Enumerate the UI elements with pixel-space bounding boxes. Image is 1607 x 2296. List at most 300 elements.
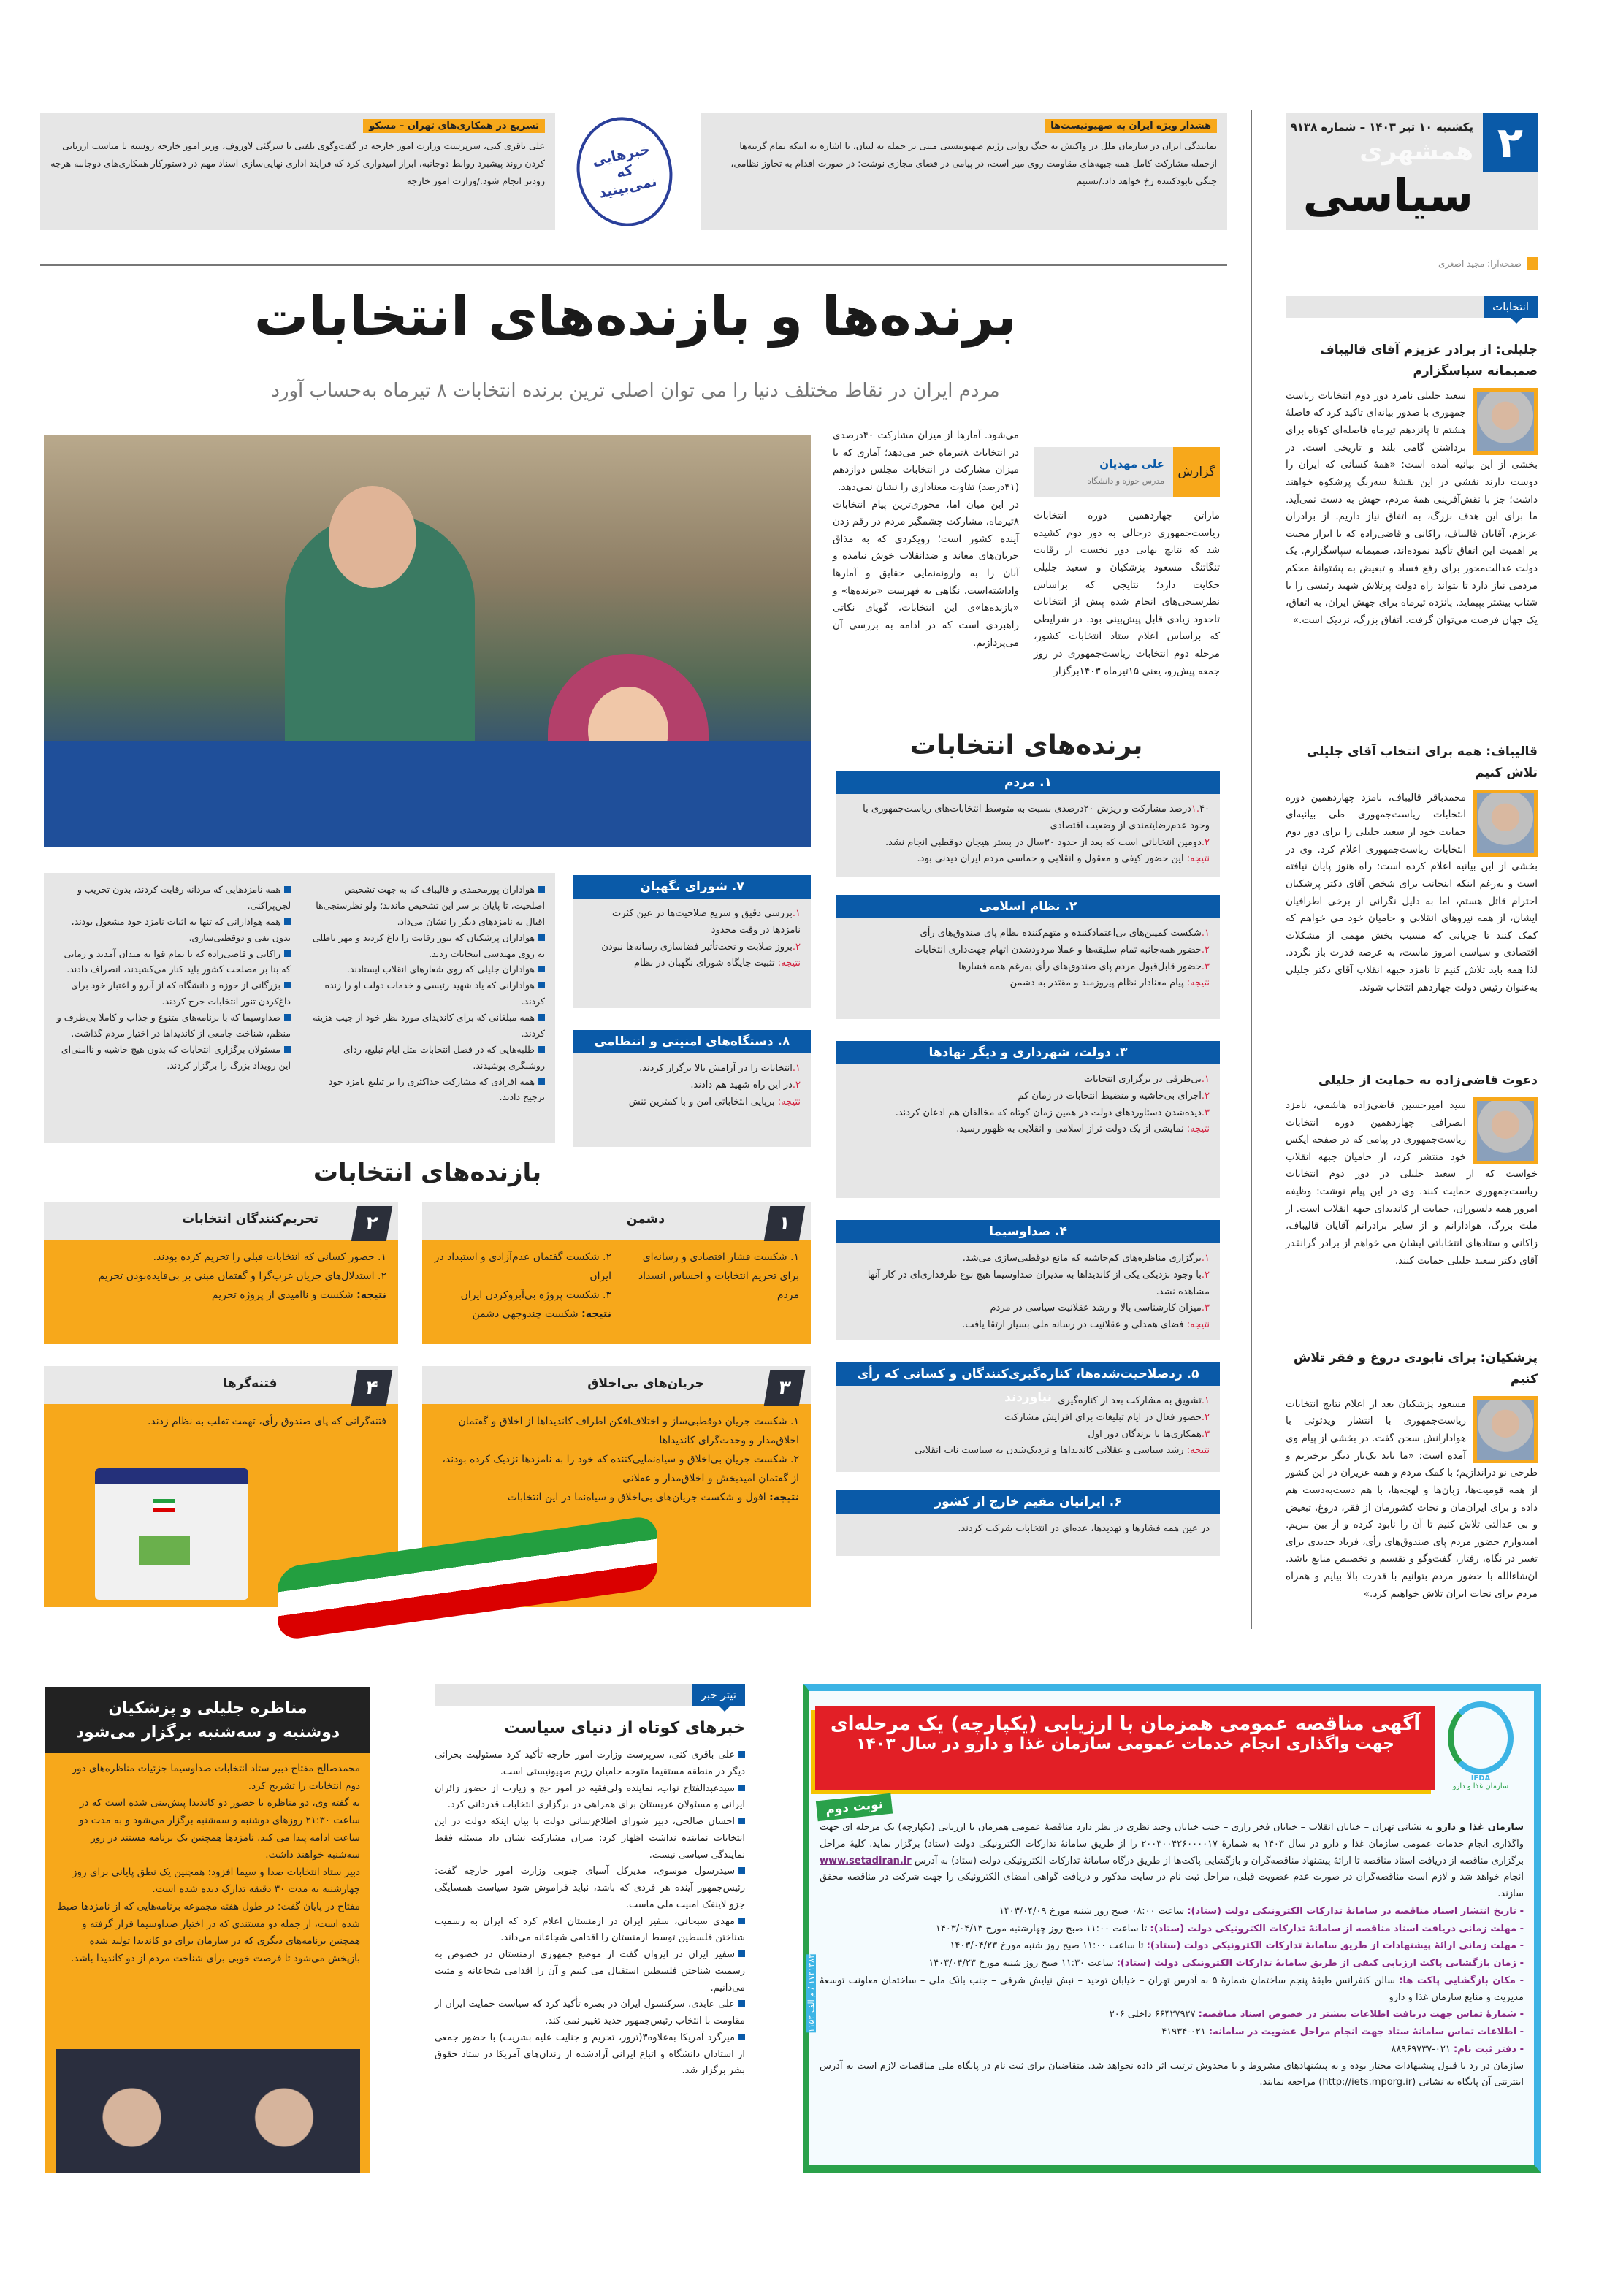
ad-item-label: - شمارهٔ تماس جهت دریافت اطلاعات بیشتر در خصوص اسناد مناقصه: [1198, 2009, 1524, 2021]
result-text: پیام معنادار نظام پیروزمند و مقتدر به دشمن [1009, 977, 1184, 989]
winner-item [847, 801, 1210, 835]
loser-title: دشمن [626, 1212, 665, 1227]
winner-title: ۵. ردصلاحیت‌شده‌ها، کناره‌گیری‌کنندگان و کسانی که رأی نیاوردند [836, 1362, 1220, 1386]
loser-item: ۱. شکست فشار اقتصادی و رسانه‌ای برای تحریم انتخابات و احساس انسداد مردم [638, 1251, 799, 1301]
bullet-icon [538, 934, 545, 941]
winner-body [573, 899, 811, 1008]
news-source: تسنیم [1076, 175, 1099, 186]
item-number: ۱. [792, 1063, 801, 1074]
winner-item [584, 906, 801, 939]
ad-intro: انجام خواهد شد و لازم است مناقصه‌گران در صورت عدم عضویت قبلی، مراحل ثبت نام در سایت مذکور و دریافت گواهی امضای الکترونیکی را جهت شرکت در مناقصه محقق سازند. [820, 1872, 1524, 1899]
result-text: نمایشی از یک دولت تراز اسلامی و انقلابی به ظهور رسید. [956, 1124, 1184, 1135]
loser-title: جریان‌های بی‌اخلاق [587, 1376, 704, 1391]
result-text: شکست و ناامیدی از پروژه تحریم [211, 1289, 354, 1301]
supporters-list [44, 873, 555, 1143]
winner-item [847, 1427, 1210, 1443]
story-body: سعید جلیلی نامزد دور دوم انتخابات ریاست جمهوری با صدور بیانه‌ای تاکید کرد که فاصلهٔ هشتم تا پانزدهم تیرماه فاصله‌ای کوتاه برای برداشتن گامی بلند و تاریخی است. در بخشی از این بیانیه آمده است: «همهٔ کسانی که ایران را دوست دارند نقشی در این نقشهٔ سه‌رنگ پرشکوه خواهند داشت؛ جز با نقش‌آفرینی همهٔ مردم، جهش به دست نمی‌آید. ما برای این هدف بزرگ، به اتفاق نیاز داریم. از برادران عزیزم، آقایان قالیباف، زاکانی و قاضی‌زاده که با ابراز محبت بر اهمیت این اتفاق تأکید نموده‌اند، صمیمانه سپاسگزارم. یک دولت عدالت‌محور برای رفع فساد و تبعیض به پشتوانهٔ محکم مردمی نیاز دارد تا بتواند راه دولت پرتلاش شهید رئیسی را با شتاب بیشتر بپیماید. پانزده تیرماه برای جهش ایران، به اتفاق، یک جهان فرصت می‌توان گرفت. اتفاق بزرگ، نزدیک است.» [1286, 389, 1538, 626]
news-item [435, 1996, 745, 2030]
logo-caption: سازمان غذا و دارو [1452, 1782, 1509, 1790]
story-body: مسعود پزشکیان بعد از اعلام نتایج انتخابات ریاست‌جمهوری با انتشار ویدئوئی با هوادارانش سخن گفت. در بخشی از پیام وی آمده است: «ما باید یک‌بار دیگر برخیزیم و طرحی نو دراندازیم؛ با کمک مردم و همه عزیزان در این کشور از همه قومیت‌ها، زبان‌ها و لهجه‌ها، با هم دست‌به‌دست هم داده و برای ایران‌مان و نجات کشورمان از فقر، دروغ، تبعیض و بی عدالتی تلاش کنیم تا آن را نابود کرده و از بین ببریم. امیدوارم حضور مردم پای صندوق‌های رأی، فریاد جدیدی برای تغییر در نگاه، رفتار، گفت‌وگو و تقسیم و تخصیص منابع باشد. ان‌شاءالله با حضور مردم بتوانیم با قدرت بالا بیایم و همراه مردم برای نجات ایران تلاش خواهیم کرد.» [1286, 1397, 1538, 1600]
bullet-icon [538, 1046, 545, 1053]
item-text: تشویق به مشارکت بعد از کناره‌گیری [1058, 1395, 1202, 1406]
loser-item: فتنه‌گرانی که پای صندوق رأی، تهمت تقلب به نظام زدند. [147, 1416, 386, 1427]
winner-item [847, 1088, 1210, 1105]
item-number: ۲. [792, 1079, 801, 1091]
sidebar-story [1286, 340, 1538, 630]
item-number: ۳. [1201, 1428, 1210, 1440]
result-label: نتیجه: [1186, 977, 1210, 989]
ad-code: ۱۷۲۱۳۸۳ / م الف ۱۱۵۲ [806, 1954, 816, 2033]
bullet-icon [738, 2000, 745, 2007]
winners-heading: برنده‌های انتخابات [909, 731, 1143, 760]
loser-item: ۲. شکست گفتمان عدم‌آزادی و استبداد در ایران [434, 1251, 611, 1282]
result-label: نتیجه: [777, 958, 801, 969]
bullet-icon [284, 1046, 291, 1053]
news-item [435, 1781, 745, 1815]
winner-body [573, 1053, 811, 1147]
story-body: سید امیرحسین قاضی‌زاده هاشمی، نامزد انصرافی چهاردهمین دوره انتخابات ریاست‌جمهوری در پیامی که در صفحه ایکس خود منتشر کرد، از حامیان جبهه انقلاب خواست که از سعید جلیلی در دور دوم انتخابات ریاست‌جمهوری حمایت کنند. وی در این پیام نوشت: وظیفه امروز همه دلسوزان، حمایت از کاندیدای جبهه انقلاب است. از ملت بزرگ، هوادارانم و از سایر برادرانم آقایان قالیباف، زاکانی و ستادهای انتخاباتی ایشان می خواهم از برادر گرانقدر آقای دکتر سعید جلیلی حمایت کنند. [1286, 1099, 1538, 1267]
winner-body [836, 1064, 1220, 1198]
item-text: اجرای بی‌حاشیه و منضبط انتخابات در زمان کم [1018, 1090, 1202, 1102]
winner-item [847, 835, 1210, 852]
loser-number: ۱ [764, 1206, 805, 1241]
winner-title: ۱. مردم [836, 771, 1220, 794]
loser-header [422, 1366, 811, 1404]
news-title: تسریع در همکاری‌های تهران – مسکو [363, 119, 545, 133]
ad-item [820, 2007, 1524, 2024]
section-tag-label: تیتر خبر [692, 1684, 745, 1706]
debate-paragraph: محمدصالح مفتاح دبیر ستاد انتخابات صداوسیما جزئیات مناظره‌های دور دوم انتخابات را تشریح کرد. [72, 1763, 360, 1792]
portrait-photo [1473, 790, 1538, 857]
article-column [833, 427, 1019, 652]
bullet-icon [738, 1867, 745, 1874]
bullet-icon [738, 2034, 745, 2040]
winner-result [847, 1121, 1210, 1138]
winner-title: ۲. نظام اسلامی [836, 895, 1220, 918]
loser-box [422, 1202, 811, 1344]
column-divider [1251, 110, 1252, 1629]
layout-credit-text: صفحه‌آرا: مجید اصغری [1438, 259, 1522, 269]
winner-item [847, 1267, 1210, 1301]
item-text: ۴۰درصد مشارکت و ریزش ۲۰درصدی نسبت به متوسط انتخابات‌های ریاست‌جمهوری با وجود عدم‌رضایتمندی از وضعیت اقتصادی [863, 804, 1210, 831]
debate-paragraph: مفتاح در پایان گفت: در طول هفته مجموعه برنامه‌هایی که از نامزدها ضبط شده است، از جمله دو مستندی که در اختیار صداوسیما قرار گرفته و همچنین برنامه‌های دیگری که در سازمان برای دو کاندیدا تولید شده بازپخش می‌شود تا فرصت خوبی برای شناخت مردم از دو کاندیدا باشد. [57, 1901, 360, 1964]
bullet-icon [738, 1918, 745, 1924]
winner-box [836, 1041, 1220, 1198]
bullet-icon [538, 1014, 545, 1021]
supporter-text: هوادارانی که یاد شهید رئیسی و خدمات دولت او را زنده کردند. [324, 980, 545, 1007]
ifda-logo [1440, 1701, 1521, 1804]
result-text: تثبیت جایگاه شورای نگهبان در نظام [634, 958, 775, 969]
item-text: بروز صلابت و تحت‌تأثیر فضاسازی رسانه‌ها نبودن [601, 941, 793, 953]
item-number: ۲. [1201, 836, 1210, 848]
article-column: ماراتن چهاردهمین دوره انتخابات ریاست‌جمهوری درحالی به دور دوم کشیده شد که نتایج نهایی دور نخست از رقابت تنگاتنگ مسعود پزشکیان و سعید جلیلی حکایت دارد؛ نتایجی که براساس نظرسنجی‌های انجام شده پیش از انتخابات تاحدود زیادی قابل پیش‌بینی بود. در شرایطی که براساس اعلام ستاد انتخابات کشور، مرحله دوم انتخابات ریاست‌جمهوری در روز جمعه پیش‌رو، یعنی ۱۵تیرماه ۱۴۰۳برگزار [1034, 510, 1220, 677]
supporter-item [308, 882, 545, 930]
supporter-item [54, 914, 291, 946]
ad-title-line: آگهی مناقصه عمومی همزمان با ارزیابی (یکپارچه) یک مرحله‌ای [830, 1713, 1421, 1735]
supporter-text: هواداران پورمحمدی و قالیباف که به جهت تشخیص اصلحیت، تا پایان بر سر این تشخیص ماندند؛ ولو نظرسنجی‌ها اقبال به نامزدهای دیگر را نشان می‌داد. [316, 884, 545, 927]
supporter-item [54, 946, 291, 978]
item-number: ۲. [1201, 944, 1210, 956]
item-text: در این راه شهید هم دادند. [690, 1079, 793, 1091]
portrait-photo [1473, 1097, 1538, 1164]
loser-number: ۴ [351, 1370, 392, 1406]
sidebar-story [1286, 741, 1538, 996]
marker-icon [1527, 257, 1538, 270]
winner-result [584, 956, 801, 972]
news-text: علی عابدی، سرکنسول ایران در بصره تأکید کرد که سیاست حمایت ایران از مقاومت با انتخاب رئیس‌جمهور جدید تغییر نمی کند. [435, 1999, 745, 2026]
news-text: سفیر ایران در ایروان گفت از موضع جمهوری ارمنستان در خصوص به رسمیت شناختن فلسطین استقبال می کنیم و آن را اقدامی شجاعانه و مثبت می‌دانیم. [435, 1949, 745, 1994]
ad-item-label: - مکان بازگشایی پاکت ها: [1399, 1975, 1524, 1986]
supporter-item [308, 1010, 545, 1042]
section-tag [1286, 296, 1538, 318]
winner-title: ۳. دولت، شهرداری و دیگر نهادها [836, 1041, 1220, 1064]
item-text: دیده‌شدن دستاوردهای دولت در همین زمان کوتاه که مخالفان هم اذعان کردند. [895, 1107, 1202, 1118]
ad-item-value: تا ساعت ۱۱:۰۰ صبح روز شنبه مورخ ۱۴۰۳/۰۴/۲۳ [950, 1940, 1144, 1952]
winner-title: ۷. شورای نگهبان [573, 875, 811, 899]
result-text: برپایی انتخاباتی امن و با کمترین تنش [628, 1096, 775, 1107]
winner-result [847, 1443, 1210, 1460]
winner-result [847, 975, 1210, 992]
winner-result [847, 851, 1210, 868]
item-text: حضور همه‌جانبه تمام سلیقه‌ها و عملا مردودشدن اتهام جهت‌داری انتخابات [914, 944, 1202, 956]
bullet-icon [738, 1818, 745, 1824]
ad-item [820, 1921, 1524, 1938]
section-tag-label: انتخابات [1484, 296, 1538, 318]
item-text: حضور قابل‌قبول مردم پای صندوق‌های رأی به‌رغم همه فشارها [958, 961, 1202, 972]
winner-item [584, 939, 801, 956]
section-tag [435, 1684, 745, 1706]
ballot-box-image [95, 1468, 248, 1600]
bullet-icon [538, 982, 545, 988]
ad-footer: سازمان در رد یا قبول پیشنهادات مختار بوده و به پیشنهادهای مشروط و یا مخدوش ترتیب اثر داده نخواهد شد. متقاضیان برای ثبت نام در پایگاه ملی مناقصات لازم است به آدرس اینترنتی آن پایگاه به نشانی (http://iets.mporg.ir) مراجعه نمایند. [820, 2060, 1524, 2089]
loser-number: ۳ [764, 1370, 805, 1406]
winner-title: ۶. ایرانیان مقیم خارج از کشور [836, 1490, 1220, 1514]
item-number: ۱. [1201, 1253, 1210, 1264]
result-label: نتیجه: [356, 1289, 386, 1301]
loser-title: تحریم‌کنندگان انتخابات [182, 1212, 318, 1227]
section-title: سیاسی [1302, 169, 1473, 222]
supporter-item [54, 977, 291, 1010]
loser-item: ۲. شکست جریان بی‌اخلاق و سیاه‌نمایی‌کننده که خود را به نامزدها نزدیک کرده بودند، از گفتمان امیدبخش و اخلاق‌مدار و عقلانی [442, 1453, 799, 1484]
winner-item [847, 1072, 1210, 1088]
loser-title: فتنه‌گرها [223, 1376, 278, 1391]
sidebar-story [1286, 1348, 1538, 1603]
supporter-item [308, 930, 545, 962]
loser-item: ۱. شکست جریان دوقطبی‌ساز و اختلاف‌افکن اطراف کاندیداها از اخلاق و گفتمان اخلاق‌مدار و وحدت‌گرای کاندیداها [458, 1416, 799, 1446]
debate-paragraph: به گفته وی، دو مناظره با حضور دو کاندیدا پیش‌بینی شده است که در ساعت ۲۱:۳۰ روزهای دوشنبه و سه‌شنبه برگزار می‌شود و به مدت دو ساعت ادامه پیدا می کند. نامزدها همچنین یک برنامه مستند در روز سه‌شنبه خواهند داشت. [78, 1797, 360, 1861]
loser-header [44, 1366, 398, 1404]
item-number: ۳. [1201, 961, 1210, 972]
supporter-text: بزرگانی از حوزه و دانشگاه که از آبرو و اعتبار خود برای داغ‌کردن تنور انتخابات خرج کردند. [71, 980, 291, 1007]
supporter-text: همه افرادی که مشارکت حداکثری را بر تبلیغ نامزد خود ترجیح دادند. [328, 1075, 545, 1103]
article-paragraph: در این میان اما، محوری‌ترین پیام انتخابات ۸تیرماه، مشارکت چشمگیر مردم در رقم زدن آینده کشور است؛ رویکردی که به مذاق جریان‌های معاند و ضدانقلاب خوش نیامده و آنان را به وارونه‌نمایی حقایق و آمارها واداشته‌است. نگاهی به فهرست «برنده‌ها» و «بازنده‌ها»ی این انتخابات، گویای نکاتی راهبردی است که در ادامه به بررسی آن می‌پردازیم. [833, 498, 1019, 649]
supporter-item [308, 961, 545, 977]
candidates-photo [56, 2049, 360, 2173]
ad-item-value: ۶۶۴۲۷۹۲۷ داخلی ۲۰۶ [1109, 2009, 1196, 2021]
item-text: میزان کارشناسی بالا و رشد عقلانیت سیاسی در مردم [990, 1303, 1202, 1314]
debate-headline: مناظره جلیلی و پزشکیان [108, 1699, 308, 1717]
supporter-text: زاکانی و قاضی‌زاده که با تمام قوا به میدان آمدند و زمانی که بنا بر مصلحت کشور باید کنار می‌کشیدند، انصراف دادند. [64, 947, 291, 975]
loser-box [44, 1202, 398, 1344]
news-body: علی باقری کنی، سرپرست وزارت امور خارجه در گفت‌وگوی تلفنی با سرگئی لاوروف، وزیر امور خارجه روسیه با مناسب ارزیابی کردن روند پیشبرد روابط دوجانبه، ابراز امیدواری کرد که فرایند اداری نهایی‌سازی اسناد مهم در دستورکار همکاری‌های دوجانبه هرچه زودتر انجام شود. [50, 140, 545, 186]
news-title: هشدار ویژه ایران به صهیونیست‌ها [1045, 119, 1217, 133]
top-news-right: هشدار ویژه ایران به صهیونیست‌ها نمایندگی ایران در سازمان ملل در واکنش به جنگ روانی رژیم صهیونیستی مبنی بر حمله به لبنان، با اشاره به اینکه تمام گزینه‌ها ازجمله مشارکت کامل همه جبهه‌های مقاومت روی میز است، در پیامی در فضای مجازی نوشت: در صورت اقدام به تجاوز نظامی، جنگی نابودکننده رخ خواهد داد./تسنیم [701, 113, 1227, 230]
winner-result [584, 1094, 801, 1111]
ad-item [820, 2042, 1524, 2059]
ad-item-value: ۰۲۱-۴۱۹۳۴ [1161, 2026, 1206, 2037]
winner-box [836, 895, 1220, 1019]
item-number: ۲. [1201, 1411, 1210, 1423]
main-subtitle: مردم ایران در نقاط مختلف دنیا را می توان اصلی ترین برنده انتخابات ۸ تیرماه به‌حساب آورد [271, 380, 1000, 402]
loser-body [422, 1240, 811, 1333]
winner-body [836, 1243, 1220, 1340]
ad-item-label: - زمان بازگشایی پاکت ارزیابی کیفی از طریق سامانهٔ تدارکات الکترونیکی دولت (ستاد): [1116, 1958, 1524, 1969]
result-label: نتیجه: [1186, 853, 1210, 865]
news-text: مهدی سبحانی، سفیر ایران در ارمنستان اعلام کرد که ایران به رسمیت شناختن فلسطین توسط ارمنستان را اقدامی شجاعانه می‌داند. [435, 1915, 745, 1944]
winner-item [847, 1300, 1210, 1317]
result-text: شکست چندوجهی دشمن [472, 1308, 579, 1320]
winner-item [847, 1251, 1210, 1267]
item-number: ۱. [1201, 1074, 1210, 1085]
item-text: در عین همه فشارها و تهدیدها، عده‌ای در انتخابات شرکت کردند. [958, 1523, 1210, 1534]
item-text: حضور فعال در ایام تبلیغات برای افزایش مشارکت [1004, 1411, 1202, 1423]
winner-box [573, 875, 811, 1008]
loser-body [44, 1240, 398, 1314]
loser-body [422, 1404, 811, 1516]
story-headline: دعوت قاضی‌زاده به حمایت از جلیلی [1318, 1073, 1538, 1088]
byline [1034, 447, 1220, 497]
news-text: احسان صالحی، دبیر شورای اطلاع‌رسانی دولت با بیان اینکه دولت در این انتخابات نماینده نداشت اظهار کرد: میزان مشارکت نشان داد مسئله فقط نمایندگی سیاسی نیست. [435, 1816, 745, 1861]
debate-headline: دوشنبه و سه‌شنبه برگزار می‌شود [75, 1723, 340, 1742]
news-text: علی باقری کنی، سرپرست وزارت امور خارجه تأکید کرد مسئولیت بحرانی دیگر در منطقه مستقیما متوجه حامیان رژیم صهیونیستی است. [435, 1750, 745, 1777]
supporter-text: هواداران جلیلی که روی شعارهای انقلاب ایستادند. [346, 964, 535, 975]
bullet-icon [538, 886, 545, 893]
bullet-icon [284, 886, 291, 893]
loser-item: ۲. استدلال‌های جریان غرب‌گرا و گفتمان مبنی بر بی‌فایده‌بودن تحریم [98, 1270, 386, 1282]
supporter-item [54, 882, 291, 914]
item-text: بررسی دقیق و سریع صلاحیت‌ها در عین کثرت نامزدها در وقت محدود [612, 908, 801, 936]
ad-item-value: تا ساعت ۱۱:۰۰ صبح روز چهارشنبه مورخ ۱۴۰۳/۰۴/۱۳ [935, 1923, 1148, 1934]
winner-box [836, 1220, 1220, 1340]
ad-badge: نوبت دوم [816, 1793, 893, 1822]
ad-item-value: ساعت ۰۸:۰۰ صبح روز شنبه مورخ ۱۴۰۳/۰۴/۰۹ [999, 1905, 1185, 1917]
supporter-item [54, 1042, 291, 1074]
setadiran-link[interactable]: www.setadiran.ir [820, 1855, 912, 1866]
bullet-icon [284, 950, 291, 957]
bullet-icon [538, 966, 545, 972]
news-item [435, 1747, 745, 1781]
portrait-photo [1473, 388, 1538, 455]
sidebar-story [1286, 1070, 1538, 1270]
loser-header [44, 1202, 398, 1240]
layout-credit [1286, 257, 1538, 270]
sidebar [1286, 296, 1538, 1600]
result-label: نتیجه: [581, 1308, 611, 1320]
supporter-text: طلبه‌هایی که در فصل انتخابات مثل ایام تبلیغ، ردای روشنگری پوشیدند. [343, 1043, 545, 1071]
item-number: ۱. [1201, 928, 1210, 939]
ad-item-label: - تاریخ انتشار اسناد مناقصه در سامانهٔ تدارکات الکترونیکی دولت (ستاد): [1187, 1905, 1524, 1917]
ad-item [820, 1938, 1524, 1955]
ad-item [820, 1973, 1524, 2007]
loser-header [422, 1202, 811, 1240]
winner-box [836, 1362, 1220, 1472]
winner-title: ۴. صداوسیما [836, 1220, 1220, 1243]
bullet-icon [284, 1014, 291, 1021]
news-text: سیدرسول موسوی، مدیرکل آسیای جنوبی وزارت امور خارجه گفت: رئیس‌جمهور آینده هر فردی که باشد، نباید فراموش شود سیاست همسایگی جزو لاینفک امنیت ملی ماست. [435, 1866, 745, 1910]
item-text: انتخابات را در آرامش بالا برگزار کردند. [639, 1063, 793, 1074]
item-text: همکاری‌ها با برندگان دور اول [1088, 1428, 1202, 1440]
main-headline: برنده‌ها و بازنده‌های انتخابات [253, 285, 1018, 348]
ad-item-value: ۰۲۱-۸۸۹۶۹۷۳۷ [1391, 2043, 1451, 2055]
debate-box [45, 1687, 370, 2173]
bullet-icon [738, 1785, 745, 1791]
story-body: محمدباقر قالیباف، نامزد چهاردهمین دوره انتخابات ریاست‌جمهوری طی بیانیه‌ای حمایت خود از سعید جلیلی را برای دور دوم انتخابات ریاست‌جمهوری اعلام کرد. وی در بخشی از این بیانیه اعلام کرده است: راه هنوز پایان نیافته است و به‌رغم اینکه اینجانب برای شخص آقای دکتر پزشکیان احترام قائل هستم، اما به دلیل نگرانی از برخی اطرافیان ایشان، از همه نیروهای انقلابی و حامیان خود می خواهم که کمک کنند تا جریانی که مسبب بخش مهمی از مشکلات اقتصادی و سیاسی امروز ماست، به عرصه قدرت باز نگردد. لذا همه باید تلاش کنیم تا نامزد جبهه انقلاب آقای دکتر جلیلی به‌عنوان رئیس دولت چهاردهم انتخاب شوند. [1286, 791, 1538, 993]
winner-item [847, 959, 1210, 976]
result-label: نتیجه: [1186, 1124, 1210, 1135]
item-number: ۱. [1201, 1395, 1210, 1406]
item-number: ۱. [792, 908, 801, 919]
news-item [435, 2030, 745, 2080]
result-text: رشد سیاسی و عقلانی کاندیداها و نزدیک‌شدن به سیاست ناب انقلابی [915, 1445, 1184, 1457]
bullet-icon [538, 1078, 545, 1085]
winner-item [847, 1521, 1210, 1538]
article-paragraph: می‌شود. آمارها از میزان مشارکت ۴۰درصدی در انتخابات ۸تیرماه خبر می‌دهد؛ آماری که با میزان مشارکت در انتخابات مجلس دوازدهم (۴۱درصد) تفاوت معناداری را نشان نمی‌دهد. [833, 430, 1019, 493]
issue-date: یکشنبه ۱۰ تیر ۱۴۰۳ – شماره ۹۱۳۸ [1290, 121, 1473, 134]
winner-result [847, 1317, 1210, 1334]
item-text: بی‌طرفی در برگزاری انتخابات [1083, 1074, 1202, 1085]
supporter-text: همه مبلغانی که برای کاندیدای مورد نظر خود از جیب هزینه کردند. [313, 1012, 545, 1039]
ad-item [820, 2024, 1524, 2041]
ad-title [815, 1706, 1435, 1790]
winner-box [573, 1030, 811, 1147]
supporter-item [308, 1042, 545, 1074]
news-item [435, 1914, 745, 1948]
winner-item [847, 926, 1210, 942]
short-news [435, 1684, 745, 2080]
loser-result [434, 1489, 799, 1508]
bullet-icon [738, 1950, 745, 1957]
news-text: سیدعبدالفتاح نواب، نماینده ولی‌فقیه در امور حج و زیارت از حضور زائران ایرانی و مسئولان عربستان برای همراهی در برگزاری انتخابات قدردانی کرد. [435, 1782, 745, 1811]
logo-abbr: IFDA [1470, 1774, 1491, 1782]
debate-paragraph: دبیر ستاد انتخابات صدا و سیما افزود: همچنین یک نطق پایانی برای روز چهارشنبه به مدت ۳۰ دقیقه تدارک دیده شده است. [72, 1866, 360, 1896]
ad-item-label: - دفتر ثبت نام: [1454, 2043, 1524, 2055]
winner-body [836, 918, 1220, 1019]
short-news-headline: خبرهای کوتاه از دنیای سیاست [504, 1719, 745, 1737]
ad-item [820, 1956, 1524, 1972]
author-name: علی مهدیان [1099, 457, 1164, 470]
portrait-photo [1473, 1396, 1538, 1463]
supporter-text: همه هوادارانی که تنها به اثبات نامزد خود مشغول بودند، بدون نفی و دوقطبی‌سازی. [71, 915, 291, 943]
newspaper-logo: همشهری [1359, 137, 1473, 166]
supporter-item [308, 1074, 545, 1106]
ad-org: سازمان غذا و دارو [1436, 1822, 1524, 1833]
news-source: وزارت امور خارجه [406, 175, 477, 186]
item-text: شکست کمپین‌های بی‌اعتمادکننده و متهم‌کننده نظام پای صندوق‌های رأی [920, 928, 1202, 939]
ad-intro: به نشانی تهران – خیابان انقلاب – خیابان فخر رازی – جنب خیابان وحید نظری در نظر دارد مناقصهٔ عمومی همزمان با ارزیابی (یکپارچه) یک مرحله ای جهت واگذاری انجام خدمات عمومی سازمان غذا و دارو در سال ۱۴۰۳ به شمارهٔ ۲۰۰۳۰۰۴۲۶۰۰۰۰۱۷ را از طریق سامانهٔ تدارکات الکترونیکی دولت (ستاد) برگزار نماید. کلیهٔ مراحل برگزاری مناقصه از دریافت اسناد مناقصه تا ارائهٔ پیشنهاد مناقصه‌گران و بازگشایی پاکت‌ها از طریق درگاه سامانهٔ تدارکات الکترونیکی دولت (ستاد) به آدرس [820, 1822, 1524, 1866]
losers-heading: بازنده‌های انتخابات [313, 1158, 542, 1187]
supporter-text: هواداران پزشکیان که تنور رقابت را داغ کردند و مهر باطلی به روی مهندسی انتخابات زدند. [312, 931, 545, 959]
result-label: نتیجه: [777, 1096, 801, 1107]
supporter-text: مسئولان برگزاری انتخابات که بدون هیچ حاشیه و ناامنی‌ای این رویداد بزرگ را برگزار کردند. [61, 1043, 291, 1071]
ad-title-line: جهت واگذاری انجام خدمات عمومی سازمان غذا و دارو در سال ۱۴۰۳ [855, 1735, 1395, 1753]
election-photo [44, 435, 811, 847]
top-news-left: تسریع در همکاری‌های تهران – مسکو علی باقری کنی، سرپرست وزارت امور خارجه در گفت‌وگوی تلفنی با سرگئی لاوروف، وزیر امور خارجه روسیه با مناسب ارزیابی کردن روند پیشبرد روابط دوجانبه، ابراز امیدواری کرد که فرایند اداری نهایی‌سازی اسناد مهم در دستورکار همکاری‌های دوجانبه هرچه زودتر انجام شود./وزارت امور خارجه [40, 113, 555, 230]
ad-item [820, 1904, 1524, 1921]
item-number: ۱. [1191, 804, 1200, 815]
result-label: نتیجه: [769, 1491, 799, 1503]
winner-item [847, 942, 1210, 959]
result-text: افول و شکست جریان‌های بی‌اخلاق و سیاه‌نما در این انتخابات [507, 1491, 766, 1503]
ad-item-label: - مهلت زمانی ارائهٔ پیشنهادات از طریق سامانهٔ تدارکات الکترونیکی دولت (ستاد): [1146, 1940, 1524, 1952]
winner-item [847, 1105, 1210, 1122]
news-item [435, 1864, 745, 1913]
winner-item [584, 1061, 801, 1078]
result-label: نتیجه: [1186, 1445, 1210, 1457]
story-headline: پزشکیان: برای نابودی دروغ و فقر تلاش کنیم [1293, 1351, 1538, 1387]
winner-body [836, 794, 1220, 877]
loser-result [56, 1286, 386, 1305]
supporter-item [54, 1010, 291, 1042]
item-number: ۲. [792, 941, 801, 953]
supporter-item [308, 977, 545, 1010]
ad-item-label: - مهلت زمانی دریافت اسناد مناقصه از سامانهٔ تدارکات الکترونیکی دولت (ستاد): [1150, 1923, 1524, 1934]
winner-body [836, 1514, 1220, 1556]
winner-item [584, 1078, 801, 1094]
winner-title: ۸. دستگاه‌های امنیتی و انتظامی [573, 1030, 811, 1053]
loser-item: ۳. شکست پروژه بی‌آبروکردن ایران [460, 1289, 611, 1301]
ad-item-value: ساعت ۱۱:۳۰ صبح روز شنبه مورخ ۱۴۰۳/۰۴/۲۳ [928, 1958, 1114, 1969]
supporter-text: همه نامزدهایی که مردانه رقابت کردند، بدون تخریب و لجن‌پراکنی. [77, 884, 291, 911]
loser-result [434, 1305, 611, 1324]
bullet-icon [284, 982, 291, 988]
section-divider [40, 264, 1227, 266]
result-text: این حضور کیفی و معقول و انقلابی و حماسی مردم ایران دیدنی بود. [917, 853, 1184, 865]
item-text: دومین انتخاباتی است که بعد از حدود ۳۰سال در بستر هیجان دوقطبی انجام نشد. [885, 836, 1202, 848]
stamp-logo: خبرهایی که نمی‌بینید [567, 108, 682, 235]
ad-item-value: سالن کنفرانس طبقهٔ پنجم ساختمان شمارهٔ ۵ به آدرس تهران – خیابان توحید – نبش نیایش شرقی – جنب بانک ملی – ساختمان معاونت توسعهٔ مدیریت و منابع سازمان غذا و دارو [820, 1975, 1524, 2003]
loser-number: ۲ [351, 1206, 392, 1241]
item-number: ۲. [1201, 1269, 1210, 1281]
page-number: ۲ [1483, 113, 1538, 172]
bullet-icon [284, 918, 291, 925]
item-number: ۲. [1201, 1090, 1210, 1102]
supporter-text: صداوسیما که با برنامه‌های متنوع و جذاب و کاملا بی‌طرف و منظم، شناخت جامعی از کاندیداها در اختیار مردم گذاشت. [56, 1012, 291, 1039]
author-role: مدرس حوزه و دانشگاه [1087, 476, 1164, 486]
loser-body [44, 1404, 398, 1441]
winner-box [836, 771, 1220, 877]
item-number: ۳. [1201, 1107, 1210, 1118]
masthead [1286, 113, 1538, 230]
winner-item [847, 1410, 1210, 1427]
item-text: با وجود نزدیکی یکی از کاندیداها به مدیران صداوسیما هیچ نوع طرفداری‌ای در کار آنها مشاهده نشد. [867, 1269, 1210, 1297]
item-text: برگزاری مناظره‌های کم‌حاشیه که مانع دوقطبی‌سازی می‌شد. [962, 1253, 1202, 1264]
news-item [435, 1814, 745, 1864]
loser-item: ۱. حضور کسانی که انتخابات قبلی را تحریم کرده بودند. [153, 1251, 386, 1263]
tender-advertisement [804, 1684, 1541, 2173]
news-text: میزگرد آمریکا به‌علاوه۳(ترور، تحریم و جنایت علیه بشریت) با حضور جمعی از استادان دانشگاه و اتباع ایرانی آزادشده از زندان‌های آمریکا در ستاد حقوق بشر برگزار شد. [435, 2032, 745, 2077]
story-headline: جلیلی: از برادر عزیزم آقای قالیباف صمیمانه سپاسگزارم [1319, 343, 1538, 378]
news-item [435, 1947, 745, 1996]
story-headline: قالیباف: همه برای انتخاب آقای جلیلی تلاش کنیم [1306, 744, 1538, 780]
winner-box [836, 1490, 1220, 1556]
result-label: نتیجه: [1186, 1319, 1210, 1330]
item-number: ۳. [1201, 1303, 1210, 1314]
report-label: گزارش [1173, 447, 1220, 497]
ad-item-label: - اطلاعات تماس سامانهٔ ستاد جهت انجام مراحل عضویت در سامانه: [1208, 2026, 1524, 2037]
bullet-icon [738, 1751, 745, 1758]
result-text: فضای همدلی و عقلانیت در رسانه ملی بسیار ارتقا یافت. [962, 1319, 1184, 1330]
news-body: نمایندگی ایران در سازمان ملل در واکنش به جنگ روانی رژیم صهیونیستی مبنی بر حمله به لبنان، با اشاره به اینکه تمام گزینه‌ها ازجمله مشارکت کامل همه جبهه‌های مقاومت روی میز است، در پیامی در فضای مجازی نوشت: در صورت اقدام به تجاوز نظامی، جنگی نابودکننده رخ خواهد داد. [730, 140, 1217, 186]
